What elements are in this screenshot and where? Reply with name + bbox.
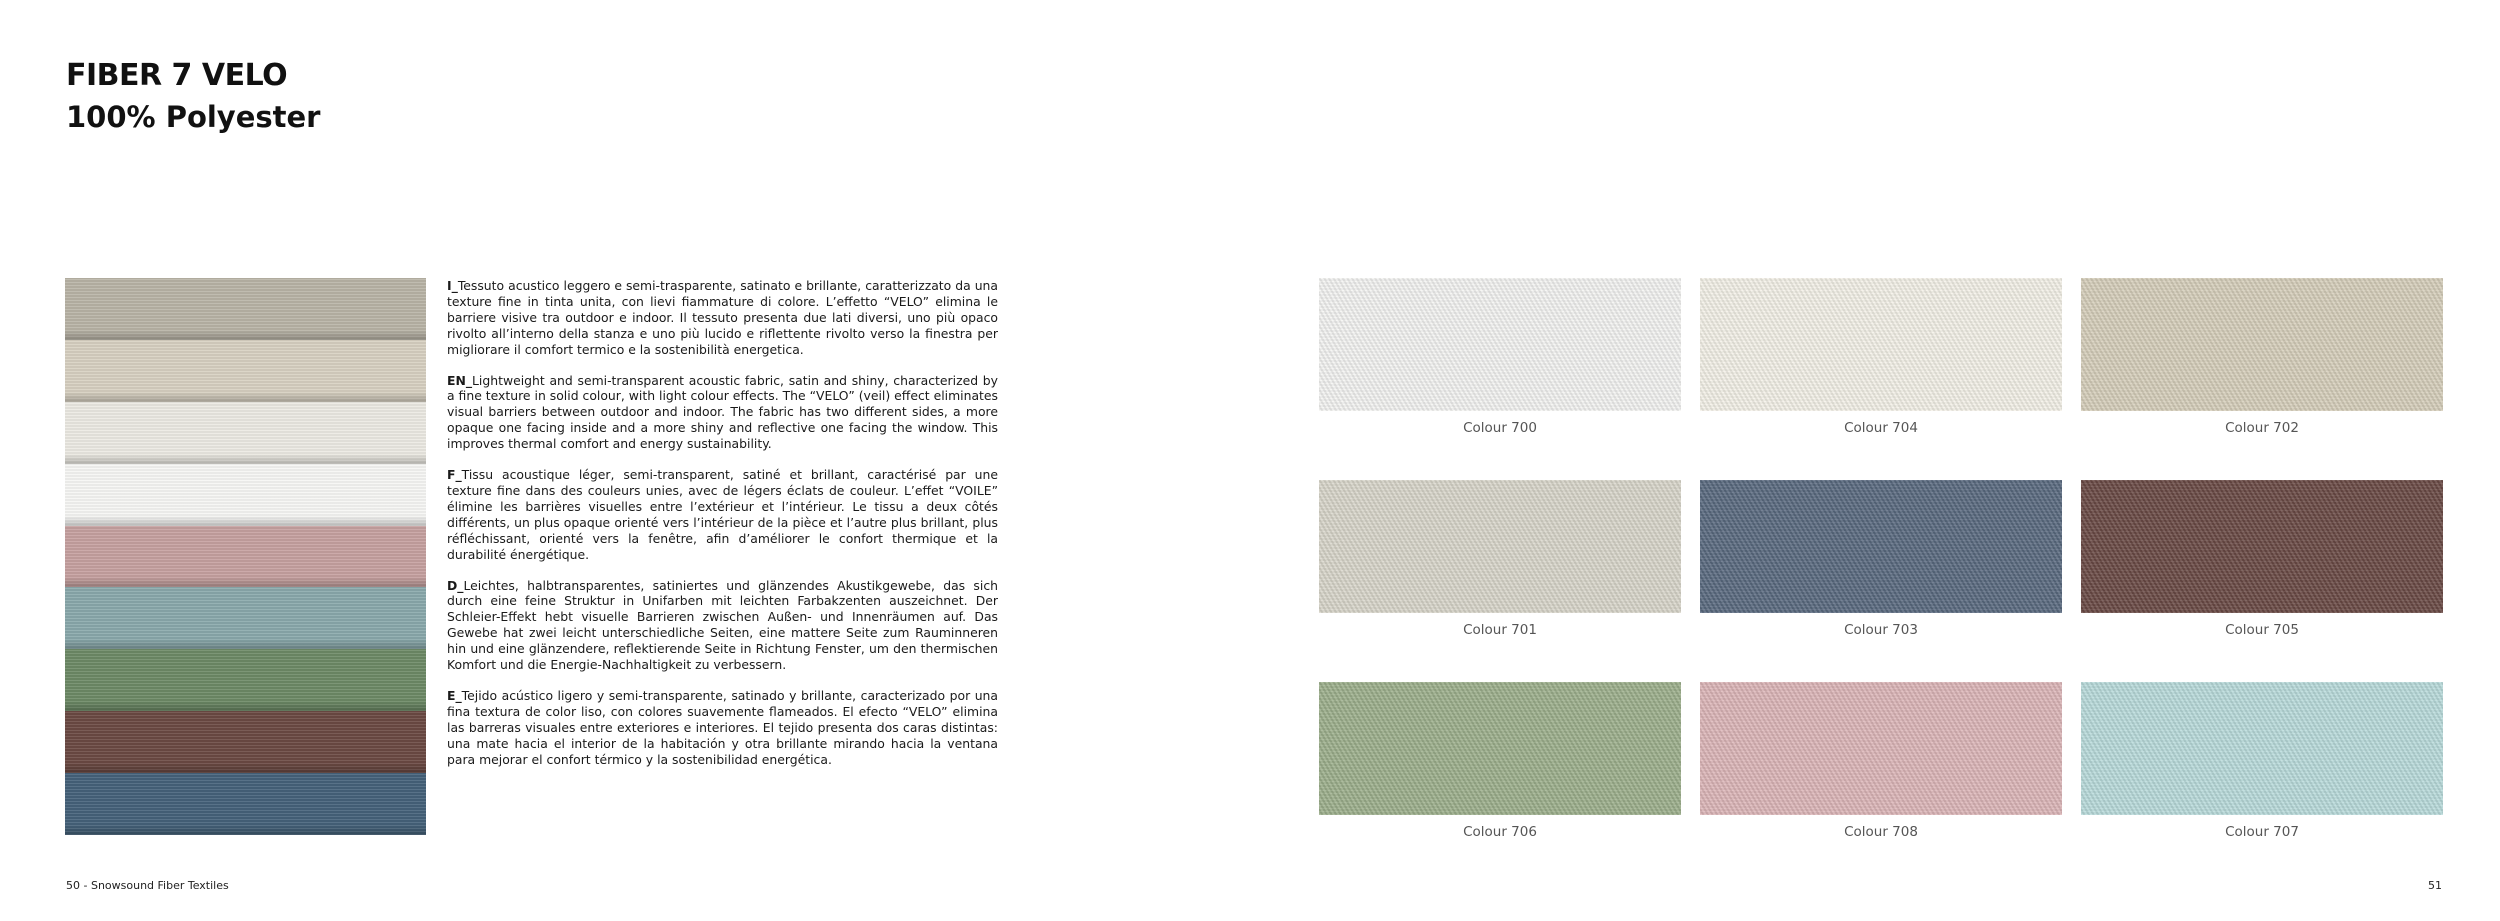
swatch-colour-703 — [1700, 480, 2062, 638]
fabric-layer — [65, 340, 426, 402]
swatch-colour-707 — [2081, 682, 2443, 840]
page-footer-left: 50 - Snowsound Fiber Textiles — [66, 879, 229, 892]
description-text: Leichtes, halbtransparentes, satiniertes und glänzendes Akustikgewebe, das sich durch eine feine Struktur in Unifarben mit leichten Farbakzenten auszeichnet. Der Schleier-Effekt hebt visuelle Barrieren zwischen Außen- und Innenräumen auf. Das Gewebe hat zwei leicht unterschiedliche Seiten, eine mattere Seite zum Rauminneren hin und eine glänzendere, reflektierende Seite in Richtung Fenster, um den thermischen Komfort und die Energie-Nachhaltigkeit zu verbessern. — [447, 577, 998, 673]
fabric-layer — [65, 711, 426, 773]
description-text: Tissu acoustique léger, semi-transparent, satiné et brillant, caractérisé par une texture fine dans des couleurs unies, avec de légers éclats de couleur. L’effet “VOILE” élimine les barrières visuelles entre l’extérieur et l’intérieur. Le tissu a deux côtés différents, un plus opaque orienté vers l’intérieur de la pièce et l’autre plus brillant, plus réfléchissant, orienté vers la fenêtre, afin d’améliorer le confort thermique et la durabilité énergétique. — [447, 467, 998, 562]
fabric-layer — [65, 587, 426, 649]
swatch-colour-701 — [1319, 480, 1681, 638]
description-text: Tessuto acustico leggero e semi-trasparente, satinato e brillante, caratterizzato da una texture fine in tinta unita, con lievi fiammature di colore. L’effetto “VELO” elimina le barriere visive tra outdoor e indoor. Il tessuto presenta due lati diversi, uno più opaco rivolto all’interno della stanza e uno più lucido e riflettente rivolto verso la finestra per migliorare il comfort termico e la sostenibilità energetica. — [447, 278, 998, 357]
swatch-chip — [1319, 278, 1681, 411]
language-code: EN_ — [447, 372, 473, 388]
swatch-colour-702 — [2081, 278, 2443, 436]
swatch-chip — [2081, 480, 2443, 613]
description-spanish — [447, 688, 998, 768]
swatch-label: Colour 702 — [2225, 420, 2299, 436]
fabric-layer — [65, 649, 426, 711]
swatch-colour-706 — [1319, 682, 1681, 840]
fabric-layer — [65, 278, 426, 340]
material-composition: 100% Polyester — [66, 100, 321, 134]
swatch-label: Colour 701 — [1463, 622, 1537, 638]
language-code: F_ — [447, 467, 462, 483]
fabric-layer — [65, 464, 426, 526]
swatch-chip — [1700, 480, 2062, 613]
swatch-colour-704 — [1700, 278, 2062, 436]
swatch-chip — [2081, 278, 2443, 411]
swatch-chip — [1319, 480, 1681, 613]
swatch-colour-700 — [1319, 278, 1681, 436]
description-block — [447, 278, 998, 782]
swatch-label: Colour 704 — [1844, 420, 1918, 436]
swatch-chip — [2081, 682, 2443, 815]
swatch-label: Colour 700 — [1463, 420, 1537, 436]
description-english — [447, 373, 998, 453]
description-text: Lightweight and semi-transparent acoustic fabric, satin and shiny, characterized by a fine texture in solid colour, with light colour effects. The “VELO” (veil) effect eliminates visual barriers between outdoor and indoor. The fabric has two different sides, a more opaque one facing inside and a more shiny and reflective one facing the window. This improves thermal comfort and energy sustainability. — [447, 372, 998, 452]
language-code: I_ — [447, 278, 458, 293]
fabric-layer — [65, 526, 426, 588]
fabric-stack-image — [65, 278, 426, 835]
swatch-label: Colour 706 — [1463, 824, 1537, 840]
swatch-colour-708 — [1700, 682, 2062, 840]
swatch-label: Colour 707 — [2225, 824, 2299, 840]
description-italian — [447, 278, 998, 358]
description-french — [447, 467, 998, 562]
colour-swatch-grid — [1319, 278, 2443, 840]
product-title: FIBER 7 VELO — [66, 58, 288, 93]
swatch-label: Colour 705 — [2225, 622, 2299, 638]
swatch-chip — [1700, 278, 2062, 411]
swatch-label: Colour 703 — [1844, 622, 1918, 638]
description-text: Tejido acústico ligero y semi-transparente, satinado y brillante, caracterizado por una fina textura de color liso, con colores suavemente flameados. El efecto “VELO” elimina las barreras visuales entre exteriores e interiores. El tejido presenta dos caras distintas: una mate hacia el interior de la habitación y otra brillante mirando hacia la ventana para mejorar el confort térmico y la sostenibilidad energética. — [447, 687, 998, 767]
language-code: E_ — [447, 687, 462, 703]
page-number-right: 51 — [2428, 879, 2442, 892]
swatch-label: Colour 708 — [1844, 824, 1918, 840]
language-code: D_ — [447, 577, 464, 593]
fabric-layer — [65, 402, 426, 464]
description-german — [447, 578, 998, 673]
swatch-chip — [1319, 682, 1681, 815]
swatch-chip — [1700, 682, 2062, 815]
fabric-layer — [65, 773, 426, 835]
swatch-colour-705 — [2081, 480, 2443, 638]
